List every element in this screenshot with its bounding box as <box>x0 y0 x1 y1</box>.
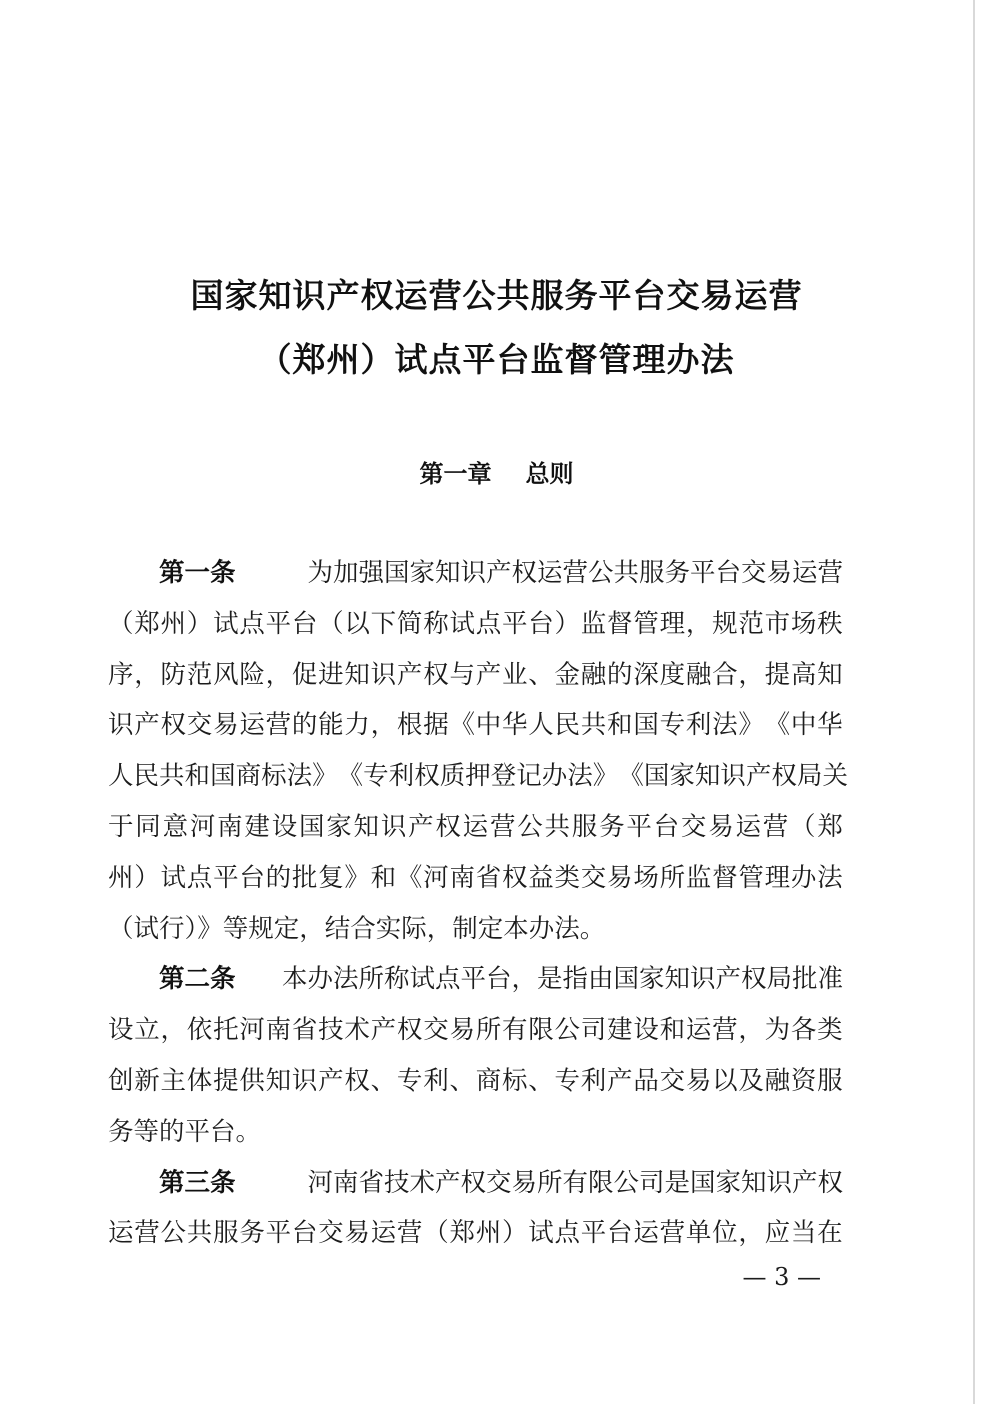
article-2-line-2: 设 立 ， 依 托 河 南 省 技 术 产 权 交 易 所 有 限 公 司 建 设 和 运 营 ， 为 各 类 <box>108 1015 843 1046</box>
article-1-line-6: 于 同 意 河 南 建 设 国 家 知 识 产 权 运 营 公 共 服 务 平 台 交 易 运 营 （ 郑 <box>108 811 843 842</box>
article-3-line-2: 运 营 公 共 服 务 平 台 交 易 运 营 （ 郑 州 ） 试 点 平 台 运 营 单 位 ， 应 当 在 <box>108 1218 843 1249</box>
article-1-line-2: （ 郑 州 ） 试 点 平 台 （ 以 下 简 称 试 点 平 台 ） 监 督 管 理 ， 规 范 市 场 秩 <box>108 608 843 639</box>
article-3-line-1 <box>108 1158 843 1209</box>
article-2-label: 第二条 <box>159 964 236 995</box>
article-1-line-5: 人 民 共 和 国 商 标 法 》 《 专 利 权 质 押 登 记 办 法 》 《 国 家 知 识 产 权 局 关 <box>108 761 848 792</box>
article-1-line-4: 识 产 权 交 易 运 营 的 能 力 ， 根 据 《 中 华 人 民 共 和 国 专 利 法 》 《 中 华 <box>108 710 843 741</box>
article-1-line-8: （试行）》等规定，结合实际，制定本办法。 <box>108 913 606 944</box>
article-1-line-7: 州 ） 试 点 平 台 的 批 复 》 和 《 河 南 省 权 益 类 交 易 场 所 监 督 管 理 办 法 <box>108 862 843 893</box>
article-2-line-3: 创 新 主 体 提 供 知 识 产 权 、 专 利 、 商 标 、 专 利 产 品 交 易 以 及 融 资 服 <box>108 1065 843 1096</box>
chapter-name: 总则 <box>525 459 574 488</box>
article-3-text: 河南省技术产权交易所有限公司是国家知识产权 <box>307 1167 843 1198</box>
article-2-line-4: 务等的平台。 <box>108 1116 262 1147</box>
article-2-line-1 <box>108 954 843 1005</box>
article-1-line-1 <box>108 548 843 599</box>
article-2-text: 本办法所称试点平台，是指由国家知识产权局批准 <box>281 964 843 995</box>
article-1-line-3: 序 ， 防 范 风 险 ， 促 进 知 识 产 权 与 产 业 、 金 融 的 深 度 融 合 ， 提 高 知 <box>108 659 843 690</box>
chapter-heading <box>0 454 993 489</box>
document-body <box>108 548 848 1259</box>
article-1-text: 为加强国家知识产权运营公共服务平台交易运营 <box>307 558 843 588</box>
page-edge-shadow <box>973 0 975 1404</box>
document-title-line-2: （郑州）试点平台监督管理办法 <box>258 340 735 379</box>
page-number: — 3 — <box>742 1263 821 1291</box>
chapter-label: 第一章 <box>419 459 492 488</box>
document-title-line-1: 国家知识产权运营公共服务平台交易运营 <box>190 276 803 315</box>
article-1-label: 第一条 <box>159 558 236 588</box>
article-3-label: 第三条 <box>159 1167 236 1198</box>
